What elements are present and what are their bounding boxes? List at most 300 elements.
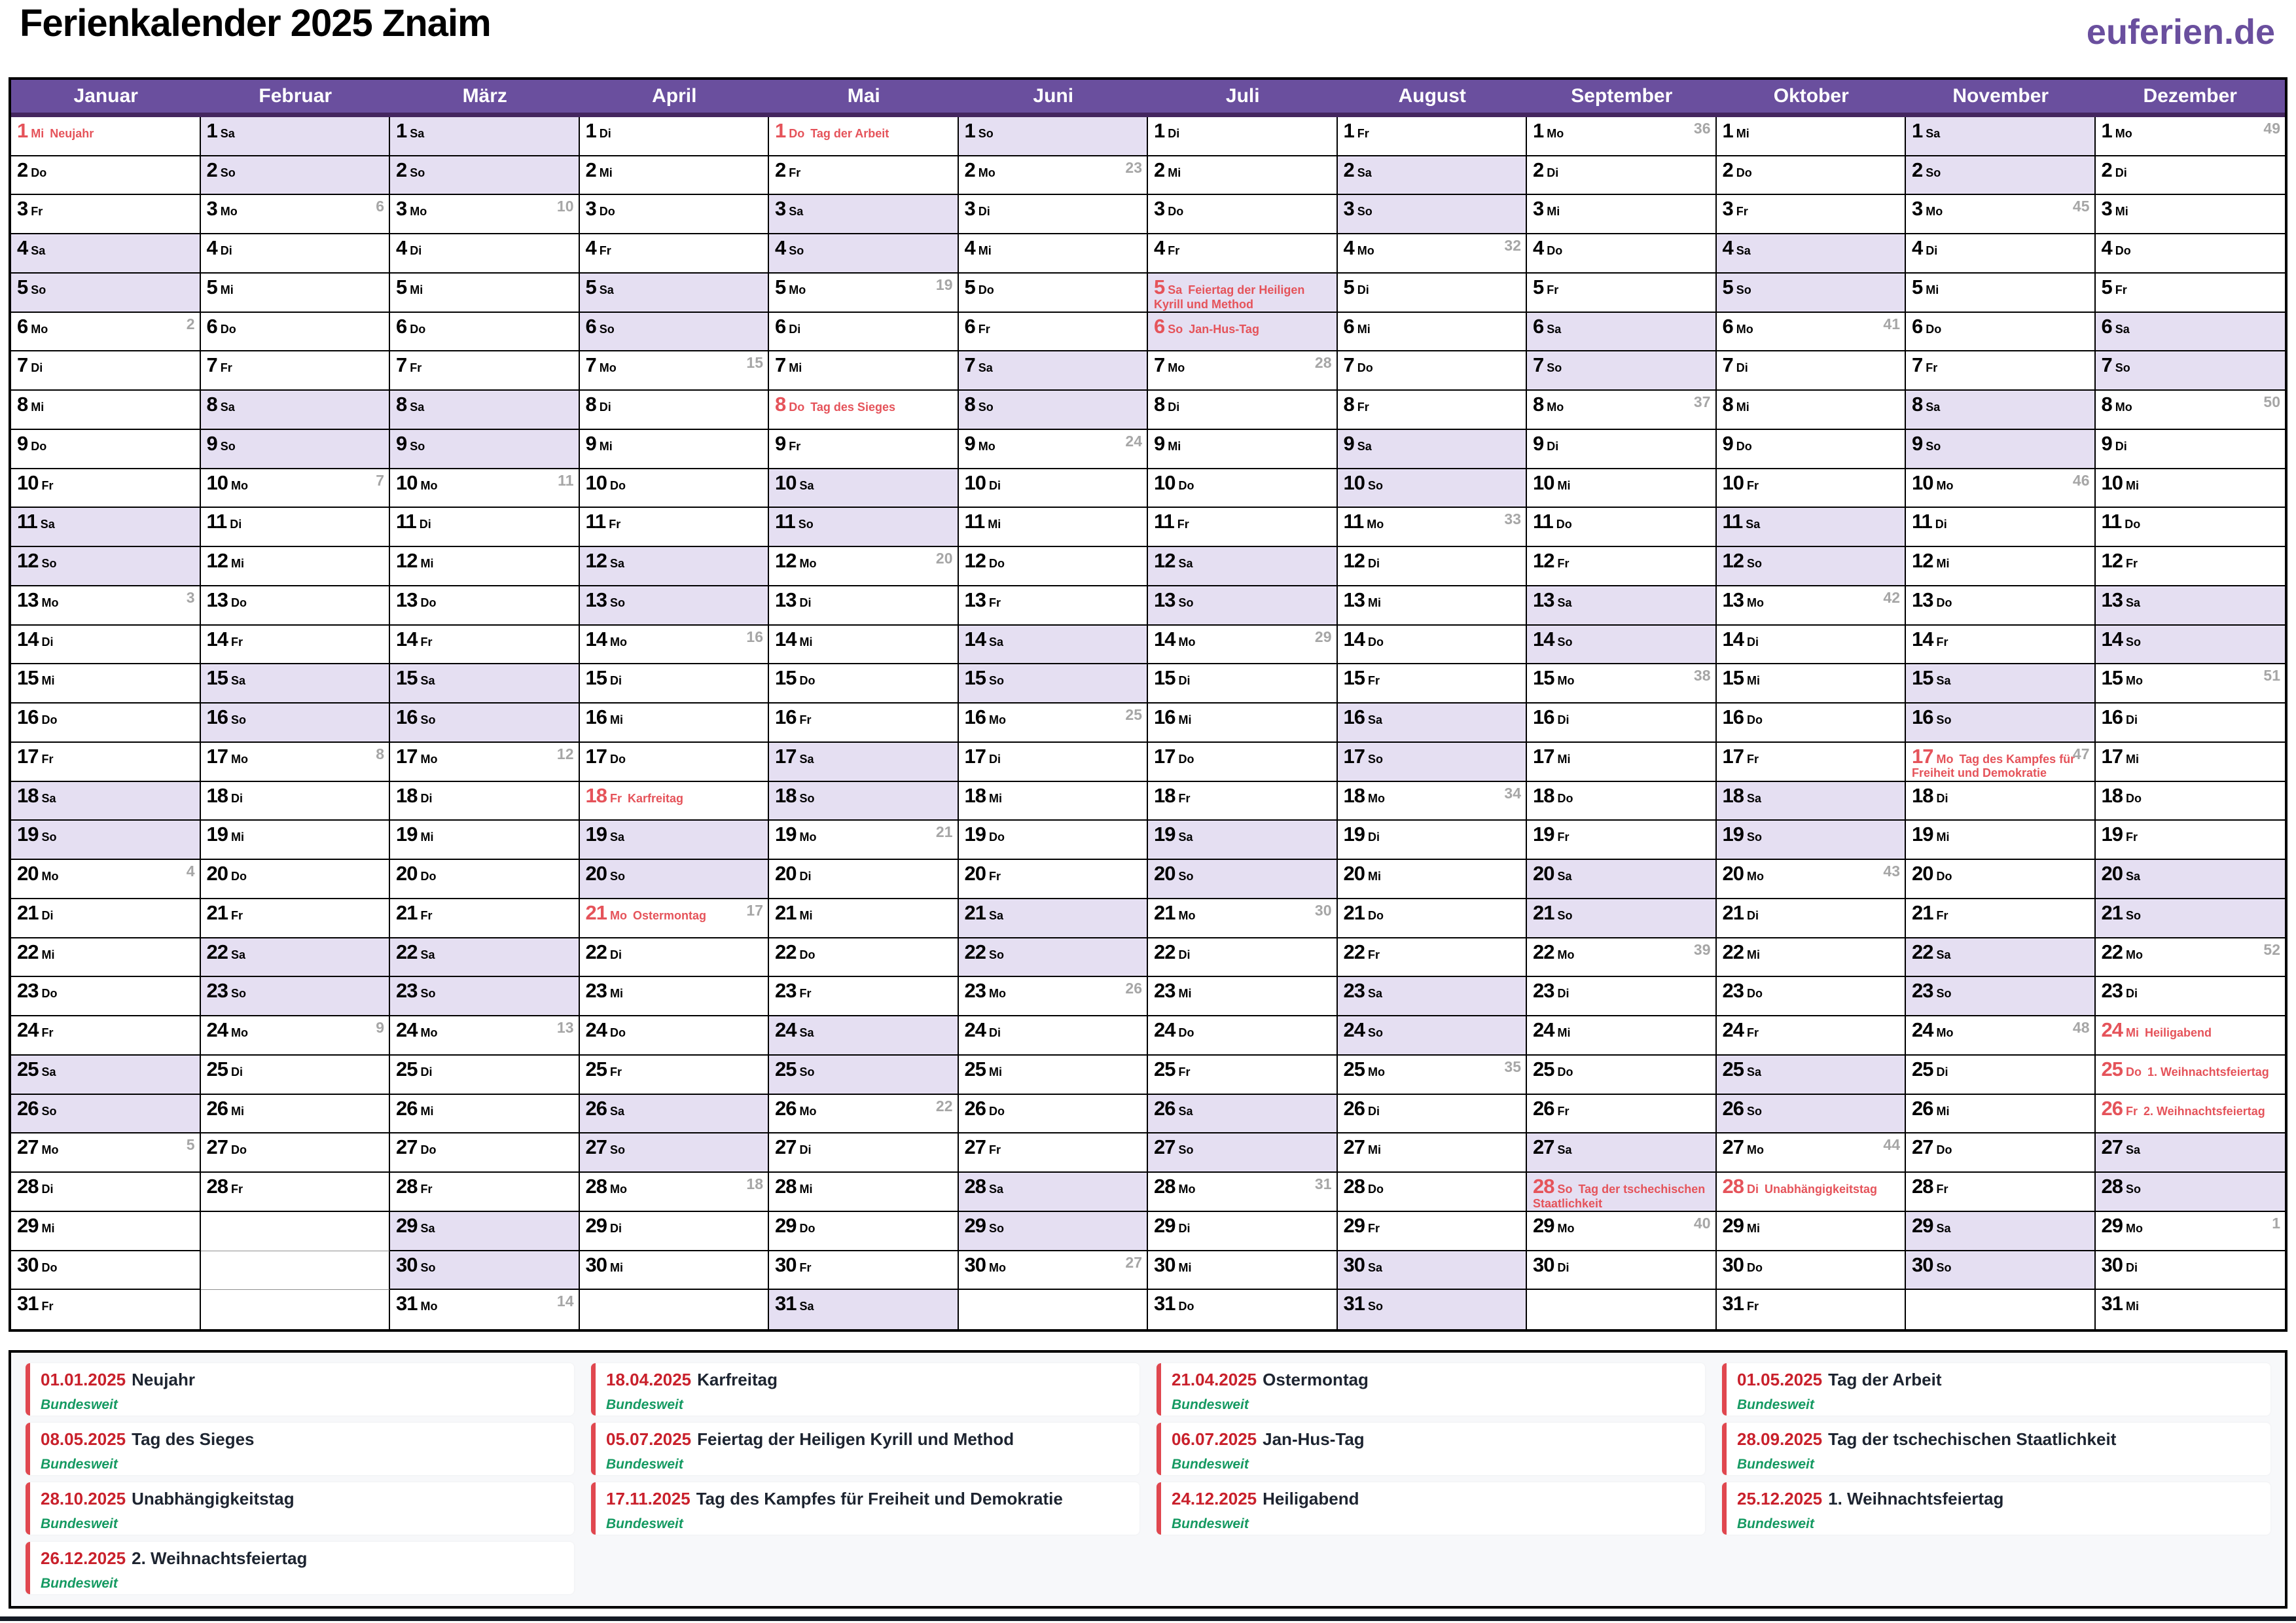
- day-cell-content: [17, 550, 196, 571]
- day-number: 3: [206, 197, 217, 221]
- day-cell-märz-14: [390, 626, 580, 665]
- day-cell-juli-30: [1148, 1251, 1338, 1291]
- day-cell-content: [2102, 902, 2282, 923]
- weekday-label: Mo: [1178, 1183, 1196, 1196]
- day-number: 13: [17, 588, 39, 611]
- weekday-label: Sa: [230, 948, 246, 961]
- day-cell-content: [775, 238, 954, 259]
- weekday-label: Mi: [1736, 127, 1749, 140]
- day-cell-content: [965, 394, 1143, 415]
- day-cell-januar-4: [11, 234, 201, 274]
- weekday-label: Mo: [978, 439, 996, 453]
- day-cell-content: [775, 1176, 954, 1197]
- day-cell-content: [1723, 1176, 1901, 1197]
- day-cell-januar-17: [11, 743, 201, 782]
- weekday-label: Sa: [420, 674, 435, 688]
- day-cell-oktober-8: [1717, 391, 1907, 430]
- day-cell-juli-7: [1148, 351, 1338, 391]
- legend-scope-label: Bundesweit: [41, 1457, 118, 1472]
- day-cell-content: [775, 1293, 954, 1314]
- weekday-label: Mi: [1178, 1260, 1192, 1274]
- day-cell-februar-28: [201, 1173, 391, 1212]
- day-number: 19: [1722, 823, 1744, 846]
- week-number: 6: [376, 198, 384, 215]
- week-number: 38: [1693, 667, 1711, 685]
- day-number: 24: [1912, 1018, 1933, 1042]
- day-cell-oktober-18: [1717, 782, 1907, 821]
- day-cell-august-24: [1338, 1016, 1528, 1056]
- weekday-label: Fr: [1178, 791, 1191, 805]
- weekday-label: Fr: [220, 361, 232, 375]
- day-number: 10: [1343, 471, 1365, 494]
- day-number: 18: [585, 783, 607, 807]
- weekday-label: Fr: [1367, 674, 1380, 688]
- day-cell-content: [1912, 316, 2090, 337]
- weekday-label: So: [1926, 439, 1941, 453]
- week-number: 37: [1693, 393, 1711, 411]
- day-cell-november-17: [1906, 743, 2096, 782]
- day-cell-content: [2102, 668, 2282, 688]
- day-number: 13: [585, 588, 607, 611]
- weekday-label: Sa: [220, 401, 235, 414]
- day-number: 7: [2101, 353, 2112, 377]
- day-cell-april-8: [580, 391, 770, 430]
- day-number: 6: [1912, 314, 1923, 338]
- weekday-label: Sa: [1367, 987, 1383, 1001]
- day-number: 11: [17, 510, 37, 533]
- weekday-label: So: [1178, 870, 1194, 883]
- week-number: 8: [376, 745, 384, 762]
- day-cell-september-24: [1527, 1016, 1717, 1056]
- weekday-label: Mo: [609, 1183, 627, 1196]
- day-cell-content: [207, 785, 386, 806]
- day-cell-content: [1723, 1098, 1901, 1119]
- day-cell-content: [1912, 1059, 2090, 1080]
- day-cell-content: [1344, 863, 1522, 884]
- day-number: 31: [396, 1292, 418, 1315]
- weekday-label: Do: [1178, 478, 1194, 492]
- day-cell-content: [17, 746, 196, 767]
- week-number: 1: [2272, 1214, 2280, 1232]
- day-cell-content: [1723, 902, 1901, 923]
- day-number: 30: [1343, 1253, 1365, 1276]
- weekday-label: Do: [2125, 791, 2142, 805]
- day-cell-august-15: [1338, 664, 1528, 704]
- day-cell-september-5: [1527, 274, 1717, 313]
- day-cell-content: [1723, 590, 1901, 611]
- weekday-label: Do: [988, 830, 1005, 844]
- day-cell-dezember-20: [2096, 860, 2286, 899]
- weekday-label: Di: [2125, 713, 2138, 727]
- day-cell-content: [1723, 1059, 1901, 1080]
- day-cell-november-3: [1906, 195, 2096, 234]
- day-cell-mai-15: [769, 664, 959, 704]
- day-cell-april-24: [580, 1016, 770, 1056]
- day-cell-märz-31: [390, 1290, 580, 1329]
- weekday-label: So: [410, 439, 425, 453]
- weekday-label: Fr: [1557, 830, 1570, 844]
- day-cell-april-29: [580, 1212, 770, 1251]
- weekday-label: Mi: [1557, 752, 1571, 766]
- day-number: 19: [1154, 823, 1175, 846]
- day-number: 31: [17, 1292, 39, 1315]
- weekday-label: Fr: [41, 752, 54, 766]
- day-cell-content: [396, 863, 575, 884]
- day-number: 23: [1912, 979, 1933, 1003]
- day-cell-april-28: [580, 1173, 770, 1212]
- day-cell-mai-7: [769, 351, 959, 391]
- day-cell-juli-3: [1148, 195, 1338, 234]
- day-cell-mai-22: [769, 938, 959, 978]
- weekday-label: Do: [1556, 518, 1572, 531]
- weekday-label: Fr: [420, 1183, 433, 1196]
- day-cell-august-7: [1338, 351, 1528, 391]
- weekday-label: Sa: [789, 205, 804, 219]
- day-cell-november-13: [1906, 586, 2096, 626]
- day-cell-content: [1912, 668, 2090, 688]
- day-cell-april-19: [580, 821, 770, 860]
- day-cell-oktober-13: [1717, 586, 1907, 626]
- week-number: 31: [1314, 1175, 1332, 1193]
- day-number: 27: [1722, 1135, 1744, 1159]
- day-cell-juni-19: [959, 821, 1149, 860]
- day-cell-januar-31: [11, 1290, 201, 1329]
- day-number: 6: [1533, 314, 1544, 338]
- day-number: 21: [2101, 901, 2123, 924]
- weekday-label: Di: [41, 908, 54, 922]
- day-cell-juli-29: [1148, 1212, 1338, 1251]
- day-cell-content: [965, 590, 1143, 611]
- day-cell-märz-15: [390, 664, 580, 704]
- day-cell-content: [17, 394, 196, 415]
- day-number: 13: [964, 588, 986, 611]
- day-cell-content: [965, 1059, 1143, 1080]
- day-cell-content: [1912, 629, 2090, 650]
- day-cell-februar-5: [201, 274, 391, 313]
- day-number: 24: [1722, 1018, 1744, 1042]
- day-number: 17: [585, 744, 607, 768]
- weekday-label: Mo: [2115, 127, 2132, 140]
- day-number: 1: [17, 119, 28, 142]
- weekday-label: Fr: [1746, 1026, 1759, 1040]
- day-cell-content: [775, 902, 954, 923]
- day-number: 15: [206, 666, 228, 690]
- day-cell-april-9: [580, 430, 770, 469]
- legend-holiday-name: Neujahr: [132, 1370, 195, 1389]
- weekday-label: Sa: [799, 752, 814, 766]
- day-cell-content: [396, 942, 575, 963]
- day-cell-content: [207, 160, 386, 181]
- day-cell-januar-13: [11, 586, 201, 626]
- weekday-label: Fr: [41, 1300, 54, 1313]
- day-cell-august-1: [1338, 117, 1528, 156]
- day-cell-content: [17, 1215, 196, 1236]
- day-number: 10: [585, 471, 607, 494]
- day-cell-content: [17, 629, 196, 650]
- weekday-label: Fr: [1357, 401, 1369, 414]
- holiday-label: Karfreitag: [627, 791, 684, 805]
- weekday-label: Di: [230, 518, 242, 531]
- day-cell-juni-1: [959, 117, 1149, 156]
- day-cell-content: [17, 198, 196, 219]
- weekday-label: So: [1936, 987, 1952, 1001]
- weekday-label: Mo: [2125, 674, 2143, 688]
- day-cell-content: [775, 160, 954, 181]
- weekday-label: Sa: [1557, 870, 1572, 883]
- day-cell-september-15: [1527, 664, 1717, 704]
- day-cell-content: [396, 629, 575, 650]
- weekday-label: Mi: [799, 1183, 813, 1196]
- day-cell-januar-16: [11, 704, 201, 743]
- weekday-label: So: [420, 713, 436, 727]
- day-cell-oktober-14: [1717, 626, 1907, 665]
- day-cell-content: [965, 277, 1143, 298]
- weekday-label: Mi: [220, 283, 234, 296]
- weekday-label: Mi: [1367, 870, 1381, 883]
- day-number: 26: [206, 1096, 228, 1120]
- day-cell-content: [1154, 394, 1333, 415]
- day-number: 31: [1343, 1292, 1365, 1315]
- day-cell-content: [775, 394, 954, 415]
- day-cell-content: [2102, 980, 2282, 1001]
- weekday-label: Do: [31, 166, 47, 179]
- legend-holiday-date: 01.01.2025: [41, 1370, 126, 1389]
- day-cell-juni-22: [959, 938, 1149, 978]
- weekday-label: Mo: [1367, 791, 1385, 805]
- day-cell-mai-17: [769, 743, 959, 782]
- day-cell-content: [2102, 1176, 2282, 1197]
- weekday-label: Sa: [2125, 870, 2141, 883]
- day-cell-november-25: [1906, 1056, 2096, 1095]
- day-number: 24: [1343, 1018, 1365, 1042]
- day-cell-februar-10: [201, 469, 391, 508]
- day-cell-august-29: [1338, 1212, 1528, 1251]
- day-number: 17: [206, 744, 228, 768]
- week-number: 13: [556, 1019, 574, 1037]
- day-cell-content: [1912, 1176, 2090, 1197]
- day-number: 4: [775, 236, 786, 260]
- weekday-label: Mo: [1746, 870, 1764, 883]
- day-cell-content: [1533, 198, 1712, 219]
- legend-holiday-date: 24.12.2025: [1172, 1489, 1257, 1508]
- empty-cell-november-31: [1906, 1290, 2096, 1329]
- day-cell-content: [17, 316, 196, 337]
- weekday-label: So: [230, 713, 246, 727]
- day-cell-august-30: [1338, 1251, 1528, 1291]
- day-cell-april-12: [580, 547, 770, 586]
- day-cell-juli-21: [1148, 899, 1338, 938]
- day-number: 22: [775, 940, 797, 963]
- day-number: 29: [1912, 1213, 1933, 1237]
- weekday-label: Sa: [1367, 1260, 1383, 1274]
- day-number: 6: [1343, 314, 1354, 338]
- day-number: 25: [775, 1057, 797, 1080]
- day-cell-oktober-11: [1717, 508, 1907, 547]
- day-number: 16: [964, 705, 986, 729]
- day-cell-mai-25: [769, 1056, 959, 1095]
- day-cell-content: [207, 863, 386, 884]
- day-cell-content: [965, 198, 1143, 219]
- day-cell-content: [207, 277, 386, 298]
- weekday-label: So: [988, 674, 1004, 688]
- weekday-label: Sa: [2125, 1143, 2141, 1157]
- day-cell-märz-7: [390, 351, 580, 391]
- weekday-label: Di: [1736, 361, 1748, 375]
- day-number: 20: [2101, 862, 2123, 885]
- weekday-label: Di: [599, 127, 611, 140]
- day-number: 4: [396, 236, 407, 260]
- day-cell-content: [1912, 355, 2090, 376]
- day-number: 15: [1343, 666, 1365, 690]
- weekday-label: Do: [1367, 908, 1384, 922]
- day-cell-content: [965, 316, 1143, 337]
- day-cell-content: [2102, 473, 2282, 493]
- day-cell-märz-11: [390, 508, 580, 547]
- brand-logo[interactable]: euferien.de: [2086, 12, 2275, 52]
- weekday-label: Di: [609, 674, 622, 688]
- day-cell-mai-24: [769, 1016, 959, 1056]
- weekday-label: Mo: [1367, 1065, 1385, 1079]
- day-cell-content: [586, 1215, 764, 1236]
- day-cell-content: [207, 316, 386, 337]
- weekday-label: Mo: [41, 596, 59, 609]
- day-number: 22: [964, 940, 986, 963]
- day-cell-content: [1344, 707, 1522, 728]
- day-cell-content: [396, 707, 575, 728]
- day-number: 29: [396, 1213, 418, 1237]
- day-cell-content: [775, 1098, 954, 1119]
- day-cell-juni-13: [959, 586, 1149, 626]
- day-cell-oktober-6: [1717, 313, 1907, 352]
- day-number: 9: [585, 431, 596, 455]
- day-number: 14: [585, 627, 607, 651]
- day-cell-content: [586, 1020, 764, 1041]
- month-header-juli: Juli: [1225, 85, 1260, 107]
- day-number: 14: [1912, 627, 1933, 651]
- week-number: 46: [2072, 471, 2090, 489]
- day-number: 28: [1154, 1175, 1175, 1198]
- weekday-label: Sa: [2115, 322, 2130, 336]
- weekday-label: Do: [410, 322, 426, 336]
- day-cell-november-7: [1906, 351, 2096, 391]
- weekday-label: Fr: [2115, 283, 2127, 296]
- day-cell-märz-24: [390, 1016, 580, 1056]
- weekday-label: Mi: [1367, 596, 1381, 609]
- day-number: 14: [1154, 627, 1175, 651]
- weekday-label: Do: [230, 596, 247, 609]
- day-number: 25: [2101, 1057, 2123, 1080]
- day-cell-content: [1344, 550, 1522, 571]
- weekday-label: Mi: [230, 1104, 244, 1118]
- day-cell-dezember-2: [2096, 156, 2286, 196]
- day-number: 19: [2101, 823, 2123, 846]
- day-cell-oktober-12: [1717, 547, 1907, 586]
- day-cell-dezember-19: [2096, 821, 2286, 860]
- weekday-label: So: [1178, 1143, 1194, 1157]
- day-number: 3: [964, 197, 975, 221]
- day-cell-februar-24: [201, 1016, 391, 1056]
- weekday-label: Fr: [1746, 752, 1759, 766]
- day-cell-mai-1: [769, 117, 959, 156]
- day-cell-september-1: [1527, 117, 1717, 156]
- day-cell-april-26: [580, 1095, 770, 1134]
- day-cell-juni-29: [959, 1212, 1149, 1251]
- day-cell-content: [207, 394, 386, 415]
- day-cell-content: [1154, 1293, 1333, 1314]
- legend-holiday-name: Tag der tschechischen Staatlichkeit: [1828, 1429, 2117, 1449]
- day-cell-content: [1533, 355, 1712, 376]
- legend-item: [1722, 1423, 2270, 1475]
- weekday-label: Mo: [799, 1104, 817, 1118]
- day-cell-juni-16: [959, 704, 1149, 743]
- day-cell-content: [396, 433, 575, 454]
- day-cell-september-25: [1527, 1056, 1717, 1095]
- day-cell-content: [396, 824, 575, 845]
- weekday-label: Do: [789, 127, 805, 140]
- weekday-label: Sa: [1178, 557, 1193, 571]
- day-number: 9: [1154, 431, 1165, 455]
- day-cell-content: [207, 668, 386, 688]
- day-cell-content: [17, 1020, 196, 1041]
- day-number: 18: [2101, 783, 2123, 807]
- day-cell-märz-5: [390, 274, 580, 313]
- weekday-label: So: [420, 1260, 436, 1274]
- day-cell-content: [1723, 863, 1901, 884]
- weekday-label: So: [220, 166, 236, 179]
- weekday-label: Mi: [609, 1260, 623, 1274]
- day-cell-juli-5: [1148, 274, 1338, 313]
- day-cell-content: [1533, 473, 1712, 493]
- day-number: 18: [1154, 783, 1175, 807]
- day-cell-februar-21: [201, 899, 391, 938]
- day-number: 27: [1912, 1135, 1933, 1159]
- day-cell-juni-17: [959, 743, 1149, 782]
- week-number: 9: [376, 1019, 384, 1037]
- day-cell-august-5: [1338, 274, 1528, 313]
- day-cell-dezember-24: [2096, 1016, 2286, 1056]
- weekday-label: Mi: [420, 830, 434, 844]
- day-number: 2: [206, 158, 217, 181]
- day-number: 25: [1533, 1057, 1554, 1080]
- day-number: 3: [1533, 197, 1544, 221]
- day-cell-content: [1723, 550, 1901, 571]
- day-cell-content: [17, 707, 196, 728]
- day-cell-content: [1344, 590, 1522, 611]
- weekday-label: Di: [1367, 830, 1380, 844]
- day-cell-august-16: [1338, 704, 1528, 743]
- weekday-label: Do: [1736, 439, 1752, 453]
- day-number: 29: [17, 1213, 39, 1237]
- day-cell-september-3: [1527, 195, 1717, 234]
- weekday-label: Mi: [799, 908, 813, 922]
- day-cell-august-10: [1338, 469, 1528, 508]
- day-cell-dezember-29: [2096, 1212, 2286, 1251]
- day-cell-januar-20: [11, 860, 201, 899]
- day-cell-content: [17, 238, 196, 259]
- weekday-label: Mo: [1367, 518, 1384, 531]
- weekday-label: Mi: [1168, 439, 1181, 453]
- weekday-label: Fr: [988, 596, 1001, 609]
- weekday-label: Mo: [1178, 908, 1196, 922]
- day-cell-november-23: [1906, 977, 2096, 1016]
- weekday-label: Mo: [420, 752, 438, 766]
- day-number: 23: [1343, 979, 1365, 1003]
- day-cell-juni-10: [959, 469, 1149, 508]
- day-cell-content: [396, 1059, 575, 1080]
- day-number: 28: [17, 1175, 39, 1198]
- day-cell-september-6: [1527, 313, 1717, 352]
- weekday-label: Do: [2125, 518, 2141, 531]
